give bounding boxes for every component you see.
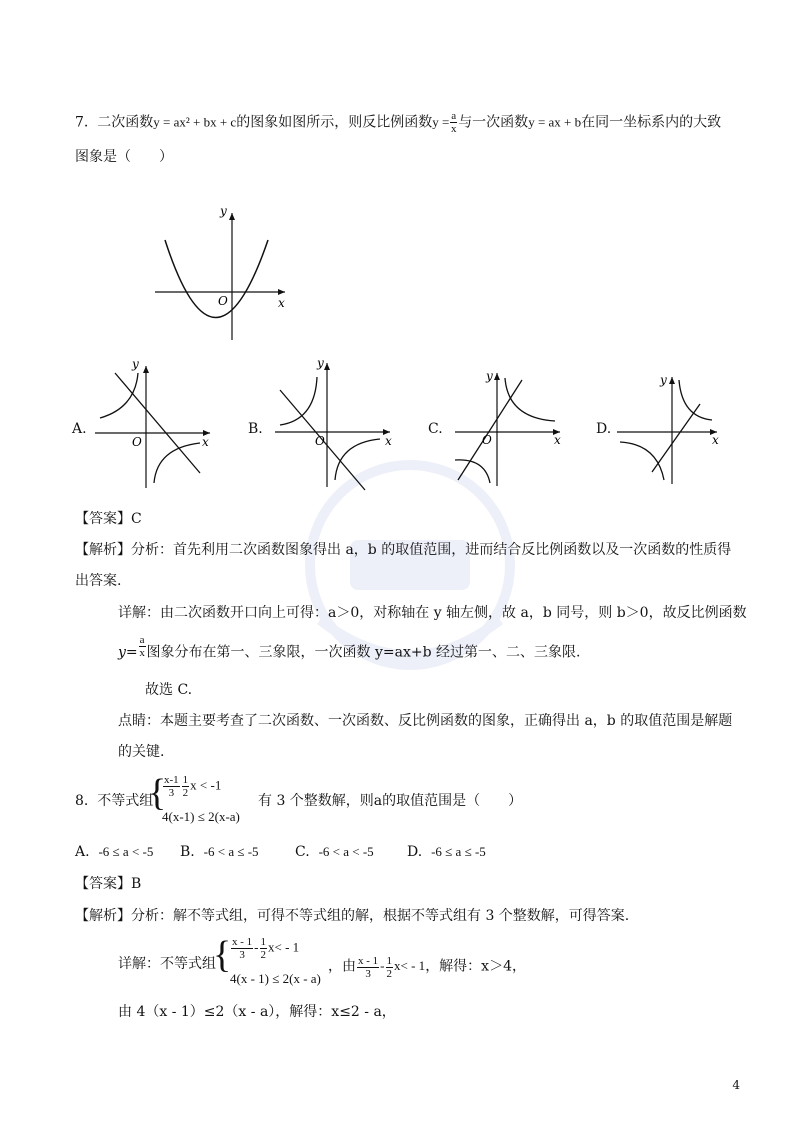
svg-text:O: O	[482, 433, 492, 447]
svg-text:y: y	[660, 373, 667, 387]
q8-option-b[interactable]: B. -6 < a ≤ -5	[180, 844, 259, 860]
q8-detail-start: 详解：不等式组	[118, 956, 216, 972]
q8-stem-start: 8. 不等式组	[75, 793, 154, 809]
q7-detail-line1: 详解：由二次函数开口向上可得：a＞0，对称轴在 y 轴左侧，故 a，b 同号，则 b＞0，故反比例函数	[118, 605, 747, 621]
q8-ineq2: 4(x-1) ≤ 2(x-a)	[162, 809, 240, 824]
q7-stem-line2: 图象是（ ）	[75, 149, 173, 165]
q8-detail-last: 由 4（x - 1）≤2（x - a），解得：x≤2 - a，	[118, 1004, 396, 1020]
parabola-graph	[150, 205, 295, 345]
option-b-graph[interactable]	[265, 355, 395, 493]
q8-answer: 【答案】B	[75, 876, 142, 892]
svg-text:x: x	[202, 435, 209, 449]
q8-option-d[interactable]: D. -6 ≤ a ≤ -5	[407, 844, 486, 860]
q8-option-c[interactable]: C. -6 < a < -5	[295, 844, 374, 860]
svg-text:y: y	[317, 356, 324, 370]
q8-option-a[interactable]: A. -6 ≤ a < -5	[75, 844, 154, 860]
option-a-label[interactable]: A.	[72, 421, 87, 437]
q7-comment-line2: 的关键.	[118, 744, 165, 760]
svg-text:y: y	[132, 358, 139, 371]
svg-text:x: x	[385, 434, 392, 448]
q7-answer: 【答案】C	[75, 511, 142, 527]
q7-stem: 7. 二次函数y = ax² + bx + c的图象如图所示，则反比例函数y = $\frac{a}{x}$ 与一次函数y = ax + b在同一坐标系内的大致	[75, 110, 722, 135]
q8-analysis: 【解析】分析：解不等式组，可得不等式组的解，根据不等式组有 3 个整数解，可得答案.	[75, 908, 630, 924]
option-b-label[interactable]: B.	[248, 421, 263, 437]
svg-text:x: x	[278, 296, 285, 310]
option-d-label[interactable]: D.	[596, 421, 612, 437]
q7-analysis: 【解析】分析：首先利用二次函数图象得出 a，b 的取值范围，进而结合反比例函数以及一次函数的性质得	[75, 542, 732, 558]
q7-detail-line2: y= $\frac{a}{x}$ 图象分布在第一、三象限，一次函数 y=ax+b 经过第一、二、三象限.	[118, 634, 581, 661]
svg-text:O: O	[315, 434, 325, 448]
svg-text:O: O	[218, 294, 228, 308]
svg-text:O: O	[132, 435, 142, 449]
q8-detail-ineq1: $\frac{x - 1}{3}$ - $\frac{1}{2}$ x< - 1	[232, 936, 300, 961]
q7-choose: 故选 C.	[145, 682, 193, 698]
q8-detail-ineq2: 4(x - 1) ≤ 2(x - a)	[230, 971, 321, 986]
svg-text:y: y	[486, 369, 493, 383]
q7-analysis-line2: 出答案.	[75, 573, 122, 589]
q8-detail-mid: ，由 $\frac{x - 1}{3}$ - $\frac{1}{2}$ x< - 1，解得：x＞4，	[328, 955, 526, 980]
option-c-graph[interactable]	[450, 368, 565, 493]
q8-brace: {	[148, 772, 167, 814]
option-d-graph[interactable]	[612, 372, 722, 490]
option-a-graph[interactable]	[90, 358, 215, 493]
option-c-label[interactable]: C.	[428, 421, 443, 437]
q8-ineq1: $\frac{x-1}{3}$ $\frac{1}{2}$ x < -1	[164, 774, 222, 799]
svg-text:x: x	[554, 433, 561, 447]
svg-text:y: y	[220, 205, 227, 218]
q8-detail-brace: {	[213, 934, 232, 976]
q8-stem-end: 有 3 个整数解，则a的取值范围是（ ）	[258, 793, 523, 809]
q7-comment: 点睛：本题主要考查了二次函数、一次函数、反比例函数的图象，正确得出 a，b 的取值范围是解题	[118, 713, 733, 729]
page-number: 4	[732, 1078, 740, 1092]
svg-text:x: x	[712, 433, 719, 447]
